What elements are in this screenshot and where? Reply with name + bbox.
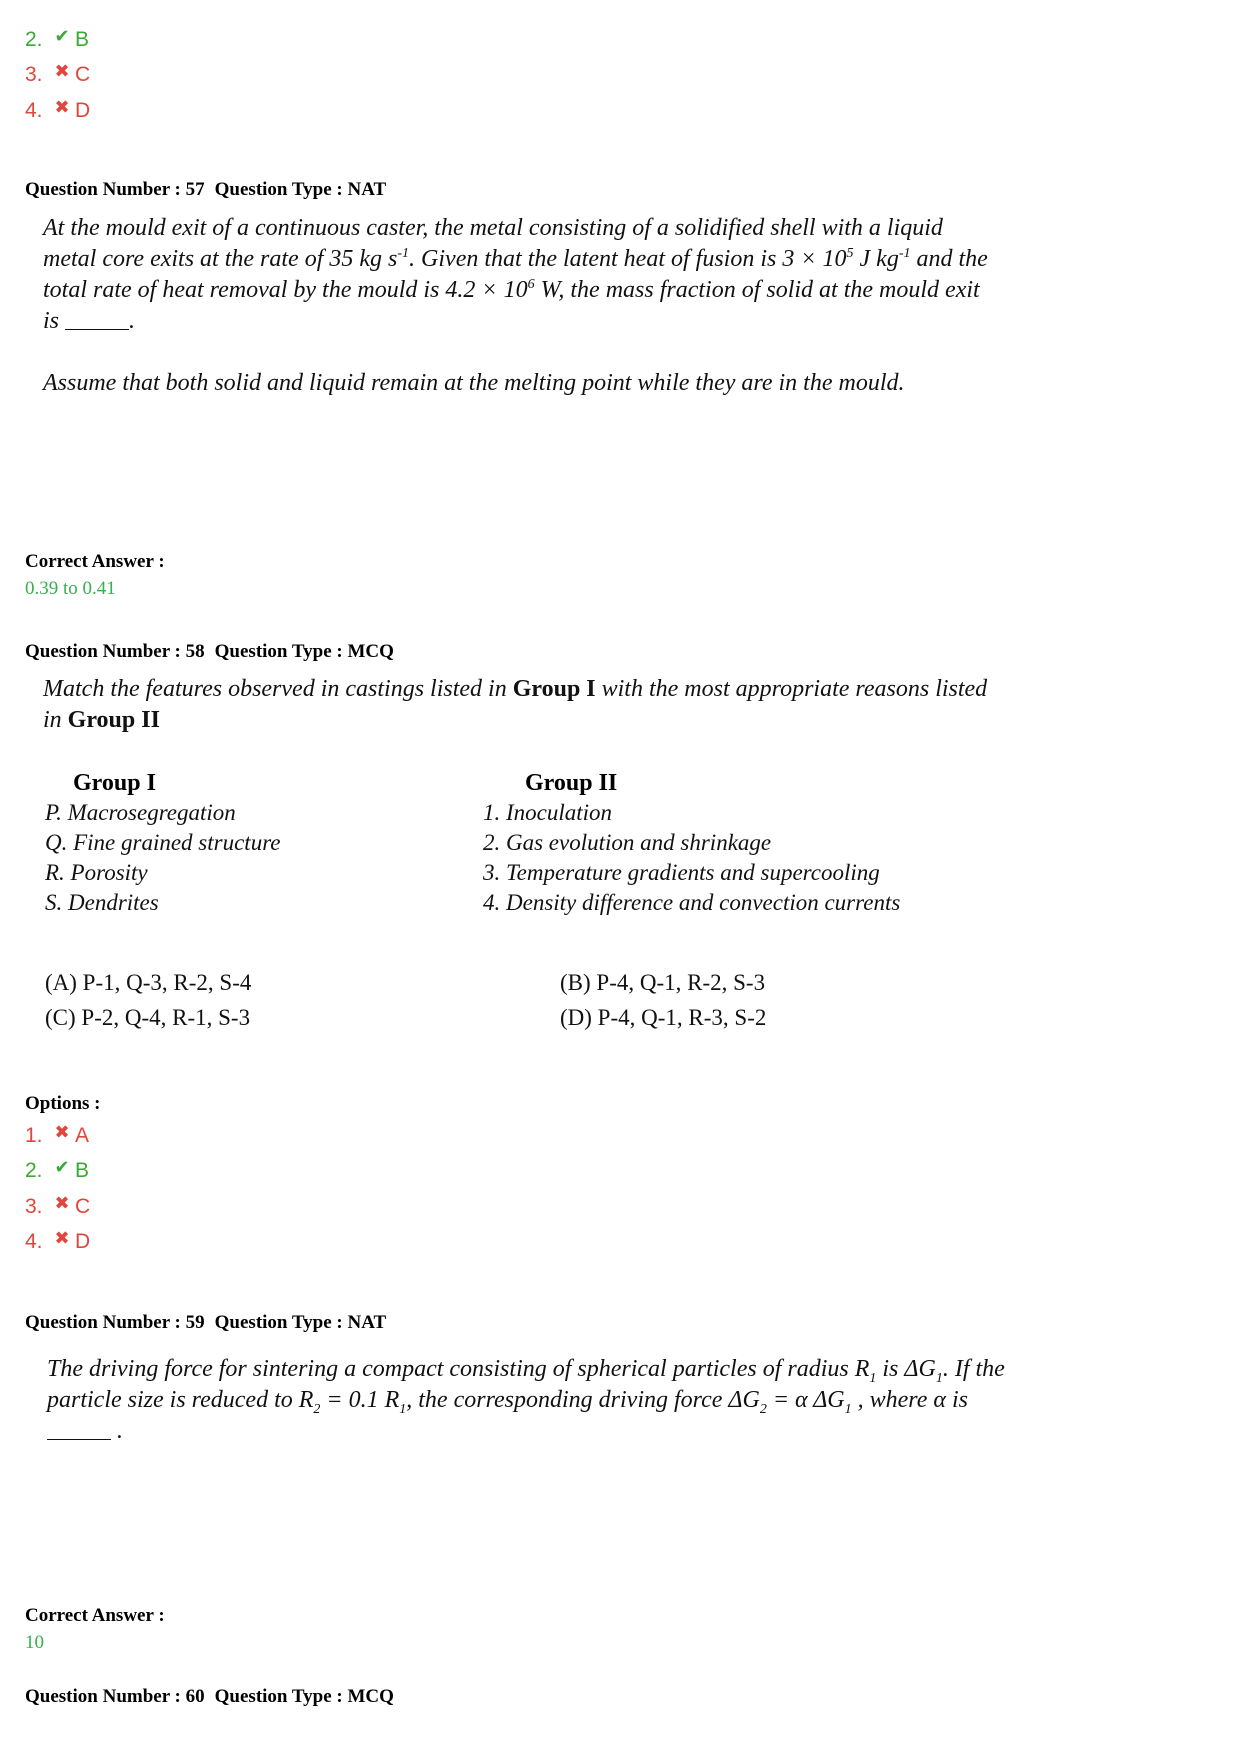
option-number: 3. bbox=[25, 1195, 43, 1218]
cross-icon: ✖ bbox=[54, 1122, 70, 1142]
option-1 bbox=[25, 1122, 89, 1148]
group-2-item: 3. Temperature gradients and supercooling bbox=[483, 860, 880, 885]
choice-d: (D) P-4, Q-1, R-3, S-2 bbox=[560, 1005, 767, 1030]
choice-c: (C) P-2, Q-4, R-1, S-3 bbox=[45, 1005, 251, 1030]
cross-icon: ✖ bbox=[54, 1193, 70, 1213]
q57-line-1: At the mould exit of a continuous caster, the metal consisting of a solidified shell with a liquid bbox=[43, 215, 943, 241]
question-57-header bbox=[25, 179, 386, 201]
q58-intro-line-2: in Group II bbox=[43, 707, 160, 733]
option-number: 4. bbox=[25, 1230, 43, 1253]
question-type: Question Type : MCQ bbox=[214, 641, 394, 662]
q57-line-4: is . bbox=[43, 308, 136, 334]
q59-line-2: particle size is reduced to $R_2 = 0.1$ $R_1$, the corresponding driving force $\Delta G_2 = \alpha$ $\Delta G_1$ , where α is bbox=[47, 1387, 968, 1417]
group-1-item: Q. Fine grained structure bbox=[45, 830, 281, 855]
question-57-text bbox=[43, 213, 988, 337]
question-60-header bbox=[25, 1686, 394, 1708]
prev-option-2 bbox=[25, 26, 89, 52]
question-type: Question Type : MCQ bbox=[214, 1686, 394, 1707]
question-type: Question Type : NAT bbox=[214, 1312, 387, 1333]
cross-icon: ✖ bbox=[54, 1228, 70, 1248]
option-number: 4. bbox=[25, 99, 43, 122]
correct-answer-label: Correct Answer : bbox=[25, 551, 165, 572]
question-number: Question Number : 60 bbox=[25, 1686, 205, 1707]
options-label: Options : bbox=[25, 1093, 101, 1114]
question-number: Question Number : 58 bbox=[25, 641, 205, 662]
choice-a: (A) P-1, Q-3, R-2, S-4 bbox=[45, 970, 252, 995]
group-1-item: P. Macrosegregation bbox=[45, 800, 236, 825]
q59-line-3: . bbox=[47, 1416, 1005, 1447]
prev-option-4 bbox=[25, 97, 90, 123]
q58-intro-line-1: Match the features observed in castings listed in Group I with the most appropriate reasons listed bbox=[43, 676, 988, 702]
option-number: 3. bbox=[25, 63, 43, 86]
option-3 bbox=[25, 1193, 90, 1219]
group-1-item: R. Porosity bbox=[45, 860, 148, 885]
question-59-header bbox=[25, 1312, 386, 1334]
group-1-item: S. Dendrites bbox=[45, 890, 159, 915]
question-58-intro bbox=[43, 674, 987, 736]
group-2-item: 2. Gas evolution and shrinkage bbox=[483, 830, 772, 855]
option-number: 2. bbox=[25, 28, 43, 51]
question-58-header bbox=[25, 641, 394, 663]
group-1-title: Group I bbox=[73, 770, 156, 796]
option-4 bbox=[25, 1228, 90, 1254]
question-number: Question Number : 57 bbox=[25, 179, 205, 200]
choice-b: (B) P-4, Q-1, R-2, S-3 bbox=[560, 970, 766, 995]
question-number: Question Number : 59 bbox=[25, 1312, 205, 1333]
group-2-item: 1. Inoculation bbox=[483, 800, 613, 825]
option-letter: A bbox=[75, 1124, 90, 1147]
q57-line-3: total rate of heat removal by the mould is $4.2 \times 10^6$ W, the mass fraction of solid at the mould exit bbox=[43, 277, 980, 303]
cross-icon: ✖ bbox=[54, 97, 70, 117]
q57-line-2: metal core exits at the rate of 35 kg $s^{-1}$. Given that the latent heat of fusion is $3 \times 10^5$ J $kg^{-1}$ and the bbox=[43, 246, 988, 272]
option-letter: C bbox=[75, 1195, 91, 1218]
cross-icon: ✖ bbox=[54, 61, 70, 81]
check-icon: ✔ bbox=[54, 26, 70, 46]
correct-answer-value: 10 bbox=[25, 1632, 44, 1653]
option-letter: B bbox=[75, 28, 90, 51]
group-2-item: 4. Density difference and convection currents bbox=[483, 890, 901, 915]
answer-blank bbox=[47, 1421, 111, 1440]
answer-blank bbox=[65, 311, 129, 330]
check-icon: ✔ bbox=[54, 1157, 70, 1177]
option-number: 2. bbox=[25, 1159, 43, 1182]
option-letter: B bbox=[75, 1159, 90, 1182]
option-letter: C bbox=[75, 63, 91, 86]
option-letter: D bbox=[75, 99, 91, 122]
question-59-text bbox=[47, 1354, 1005, 1447]
option-letter: D bbox=[75, 1230, 91, 1253]
q57-assumption: Assume that both solid and liquid remain at the melting point while they are in the mould. bbox=[43, 370, 905, 396]
prev-option-3 bbox=[25, 61, 90, 87]
option-number: 1. bbox=[25, 1124, 43, 1147]
q59-line-1: The driving force for sintering a compact consisting of spherical particles of radius $R_1$ is $\Delta G_1$. If the bbox=[47, 1356, 1005, 1386]
correct-answer-value: 0.39 to 0.41 bbox=[25, 578, 116, 599]
correct-answer-label: Correct Answer : bbox=[25, 1605, 165, 1626]
option-2 bbox=[25, 1157, 89, 1183]
question-type: Question Type : NAT bbox=[214, 179, 387, 200]
group-2-title: Group II bbox=[525, 770, 618, 796]
